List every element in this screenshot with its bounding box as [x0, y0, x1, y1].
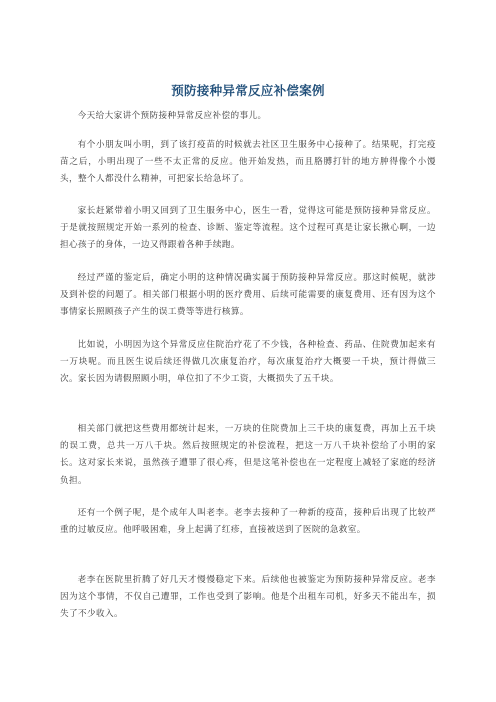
paragraph-diagnosis: 家长赶紧带着小明又回到了卫生服务中心，医生一看，觉得这可能是预防接种异常反应。于是就按照规定开始一系列的检查、诊断、鉴定等流程。这个过程可真是让家长揪心啊，一边担心孩子的身体，一边又得跟着各种手续跑。: [60, 206, 436, 251]
document-title: 预防接种异常反应补偿案例: [171, 83, 325, 98]
paragraph-appraisal: 经过严谨的鉴定后，确定小明的这种情况确实属于预防接种异常反应。那这时候呢，就涉及到补偿的问题了。相关部门根据小明的医疗费用、后续可能需要的康复费用、还有因为这个事情家长照顾孩子产生的误工费等等进行核算。: [60, 273, 436, 318]
paragraph-laoli-outcome: 老李在医院里折腾了好几天才慢慢稳定下来。后续他也被鉴定为预防接种异常反应。老李因为这个事情，不仅自己遭罪，工作也受到了影响。他是个出租车司机，好多天不能出车，损失了不少收入。: [60, 575, 436, 620]
paragraph-intro: 今天给大家讲个预防接种异常反应补偿的事儿。: [77, 111, 267, 121]
paragraph-costs: 比如说，小明因为这个异常反应住院治疗花了不少钱，各种检查、药品、住院费加起来有一万块呢。而且医生说后续还得做几次康复治疗，每次康复治疗大概要一千块，预计得做三次。家长因为请假照顾小明，单位扣了不少工资，大概损失了五千块。: [60, 340, 436, 385]
paragraph-compensation: 相关部门就把这些费用都统计起来，一万块的住院费加上三千块的康复费，再加上五千块的误工费，总共一万八千块。然后按照规定的补偿流程，把这一万八千块补偿给了小明的家长。这对家长来说，虽然孩子遭罪了很心疼，但是这笔补偿也在一定程度上减轻了家庭的经济负担。: [60, 424, 436, 486]
paragraph-xiaoming-reaction: 有个小朋友叫小明，到了该打疫苗的时候就去社区卫生服务中心接种了。结果呢，打完疫苗之后，小明出现了一些不太正常的反应。他开始发热，而且胳膊打针的地方肿得像个小馒头，整个人都没什么精神，可把家长给急坏了。: [60, 140, 436, 185]
paragraph-laoli-case: 还有一个例子呢，是个成年人叫老李。老李去接种了一种新的疫苗，接种后出现了比较严重的过敏反应。他呼吸困难，身上起满了红疹，直接被送到了医院的急救室。: [60, 508, 436, 536]
